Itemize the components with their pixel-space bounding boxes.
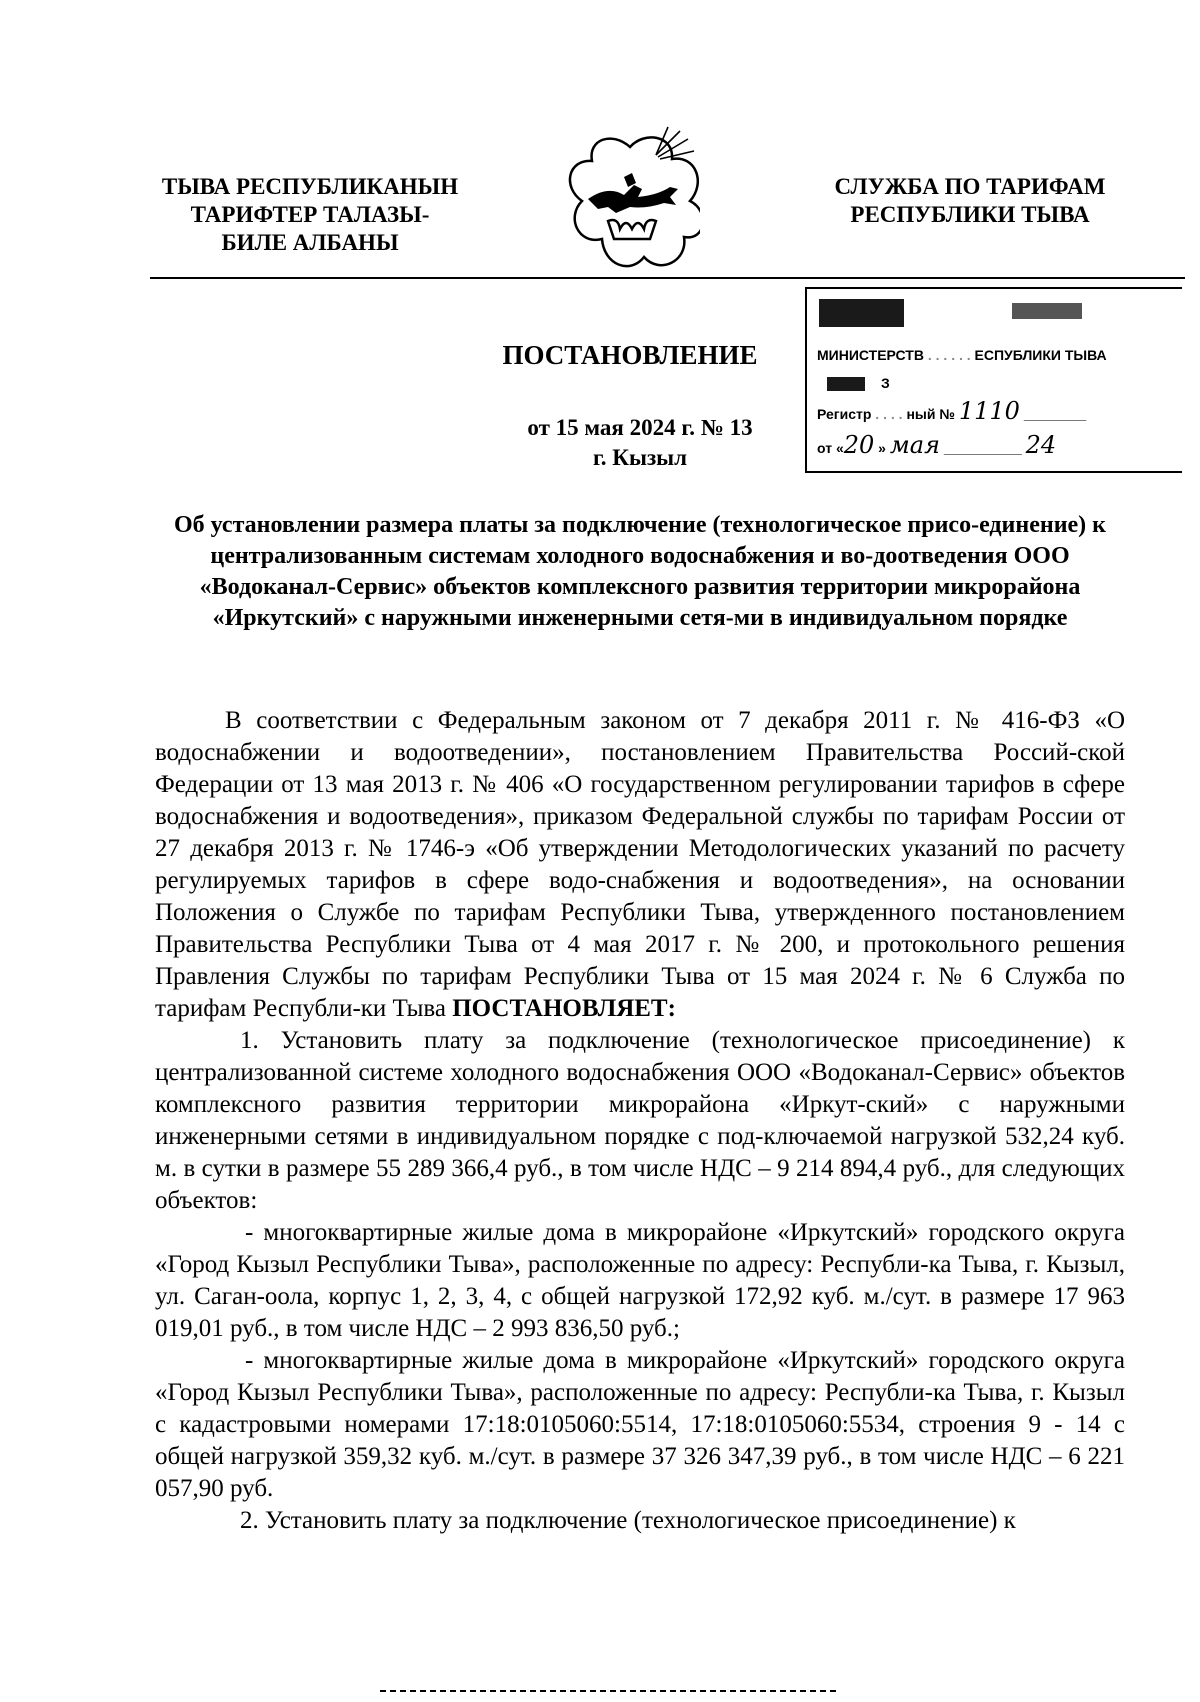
document-date-number: от 15 мая 2024 г. № 13 <box>527 415 753 440</box>
body-paragraph: 2. Установить плату за подключение (технологическое присоединение) к <box>240 1507 1016 1534</box>
header-left-line: БИЛЕ АЛБАНЫ <box>221 230 399 255</box>
stamp-smudge <box>1012 303 1082 319</box>
stamp-reg-number: 1110 <box>958 397 1020 425</box>
registration-stamp <box>805 287 1182 473</box>
document-body <box>155 705 1125 1537</box>
header-divider <box>150 277 1185 279</box>
document-type-title: ПОСТАНОВЛЕНИЕ <box>502 340 758 370</box>
body-paragraph: - многоквартирные жилые дома в микрорайоне «Иркутский» городского округа «Город Кызыл Республики Тыва», расположенные по адресу: Республи-ка Тыва, г. Кызыл с кадастровыми номерами 17:18:0105060:5514, 17:18:0105060:5534, строения 9 - 14 с общей нагрузкой 359,32 куб. м./сут. в размере 37 326 347,39 руб., в том числе НДС – 6 221 057,90 руб. <box>155 1347 1125 1502</box>
stamp-text: ЕСПУБЛИКИ ТЫВА <box>974 347 1107 363</box>
stamp-text: ный № <box>906 406 955 422</box>
header-left-line: ТЫВА РЕСПУБЛИКАНЫН <box>161 174 459 199</box>
header-left-org-name <box>140 173 480 257</box>
preamble-text: В соответствии с Федеральным законом от 7 декабря 2011 г. № 416-ФЗ «О водоснабжении и водоотведении», постановлением Правительства Россий-ской Федерации от 13 мая 2013 г. № 406 «О государственном регулировании тарифов в сфере водоснабжения и водоотведения», приказом Федеральной службы по тарифам России от 27 декабря 2013 г. № 1746-э «Об утверждении Методологических указаний по расчету регулируемых тарифов в сфере водо-снабжения и водоотведения», на основании Положения о Службе по тарифам Республики Тыва, утвержденного постановлением Правительства Республики Тыва от 4 мая 2017 г. № 200, и протокольного решения Правления Службы по тарифам Республики Тыва от 15 мая 2024 г. № 6 Служба по тарифам Республи-ки Тыва <box>155 707 1125 1022</box>
body-paragraph: 1. Установить плату за подключение (технологическое присоединение) к централизованной системе холодного водоснабжения ООО «Водоканал-Сервис» объектов комплексного развития территории микрорайона «Иркут-ский» с наружными инженерными сетями в индивидуальном порядке с под-ключаемой нагрузкой 532,24 куб. м. в сутки в размере 55 289 366,4 руб., в том числе НДС – 9 214 894,4 руб., для следующих объектов: <box>155 1027 1125 1214</box>
stamp-day: 20 <box>843 431 875 459</box>
header-left-line: ТАРИФТЕР ТАЛАЗЫ- <box>190 202 430 227</box>
header-right-line: СЛУЖБА ПО ТАРИФАМ <box>834 174 1106 199</box>
stamp-smudge <box>819 299 904 327</box>
stamp-month: мая <box>889 431 940 459</box>
stamp-date-line: от «20 » мая __________ 24 <box>817 431 1057 459</box>
stamp-text: Регистр <box>817 406 872 422</box>
stamp-ministry-line: МИНИСТЕРСТВ . . . . . . ЕСПУБЛИКИ ТЫВА <box>817 347 1107 363</box>
stamp-text: З <box>881 375 890 391</box>
stamp-registration-line: Регистр . . . . ный № 1110 ________ <box>817 397 1087 425</box>
stamp-year: 24 <box>1025 431 1057 459</box>
stamp-text: от « <box>817 440 844 456</box>
header-right-org-name <box>800 173 1140 229</box>
header-right-line: РЕСПУБЛИКИ ТЫВА <box>850 202 1090 227</box>
body-paragraph <box>155 705 1125 1025</box>
stamp-smudge <box>827 377 865 391</box>
document-date-block <box>490 413 790 473</box>
decree-colon: : <box>667 995 676 1022</box>
scan-artifact <box>380 1690 840 1692</box>
document-city: г. Кызыл <box>592 445 688 470</box>
document-subject: Об установлении размера платы за подключение (технологическое присо-единение) к централизованным системам холодного водоснабжения и во-доотведения ООО «Водоканал-Сервис» объектов комплексного развития территории микрорайона «Иркутский» с наружными инженерными сетя-ми в индивидуальном порядке <box>174 512 1106 631</box>
coat-of-arms-emblem-icon <box>560 125 700 280</box>
stamp-text: МИНИСТЕРСТВ <box>817 347 924 363</box>
body-paragraph: - многоквартирные жилые дома в микрорайоне «Иркутский» городского округа «Город Кызыл Республики Тыва», расположенные по адресу: Республи-ка Тыва, г. Кызыл, ул. Саган-оола, корпус 1, 2, 3, 4, с общей нагрузкой 172,92 куб. м./сут. в размере 17 963 019,01 руб., в том числе НДС – 2 993 836,50 руб.; <box>155 1219 1125 1342</box>
decree-keyword: ПОСТАНОВЛЯЕТ <box>452 995 668 1022</box>
